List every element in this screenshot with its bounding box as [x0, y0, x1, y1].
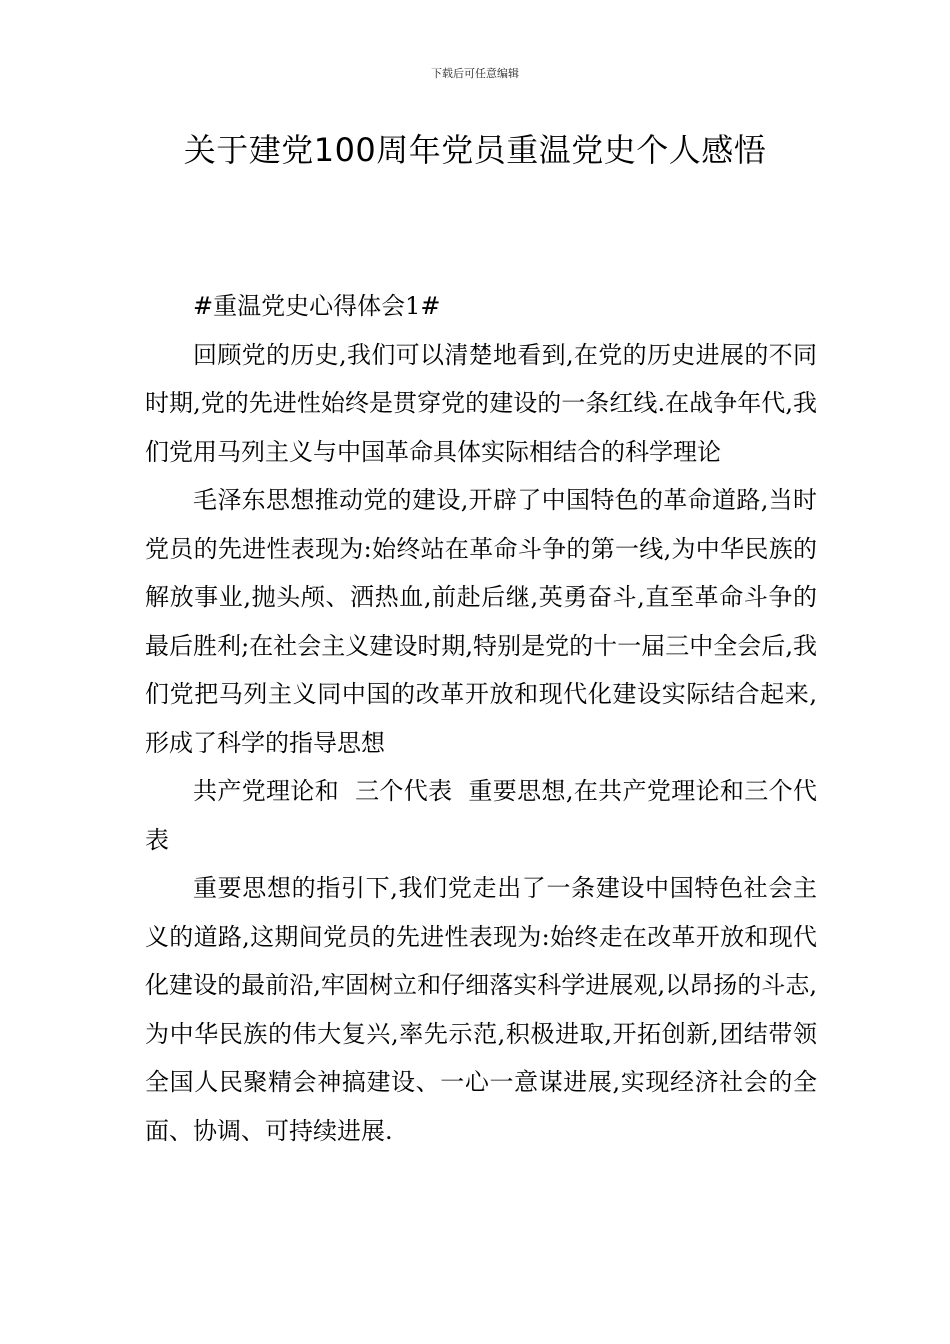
header-note: 下载后可任意编辑	[431, 67, 519, 80]
section-heading: #重温党史心得体会1#	[193, 292, 441, 320]
paragraph: 回顾党的历史,我们可以清楚地看到,在党的历史进展的不同时期,党的先进性始终是贯穿党的建设的一条红线.在战争年代,我们党用马列主义与中国革命具体实际相结合的科学理论	[145, 340, 817, 466]
paragraph: 重要思想的指引下,我们党走出了一条建设中国特色社会主义的道路,这期间党员的先进性表现为:始终走在改革开放和现代化建设的最前沿,牢固树立和仔细落实科学进展观,以昂扬的斗志,为中华民族的伟大复兴,率先示范,积极进取,开拓创新,团结带领全国人民聚精会神搞建设、一心一意谋进展,实现经济社会的全面、协调、可持续进展.	[145, 874, 817, 1145]
paragraph: 毛泽东思想推动党的建设,开辟了中国特色的革命道路,当时党员的先进性表现为:始终站在革命斗争的第一线,为中华民族的解放事业,抛头颅、洒热血,前赴后继,英勇奋斗,直至革命斗争的最后胜利;在社会主义建设时期,特别是党的十一届三中全会后,我们党把马列主义同中国的改革开放和现代化建设实际结合起来,形成了科学的指导思想	[145, 486, 817, 757]
document-body	[145, 282, 817, 1155]
paragraph: 共产党理论和 三个代表 重要思想,在共产党理论和三个代表	[145, 777, 817, 854]
document-title: 关于建党100周年党员重温党史个人感悟	[183, 131, 767, 169]
